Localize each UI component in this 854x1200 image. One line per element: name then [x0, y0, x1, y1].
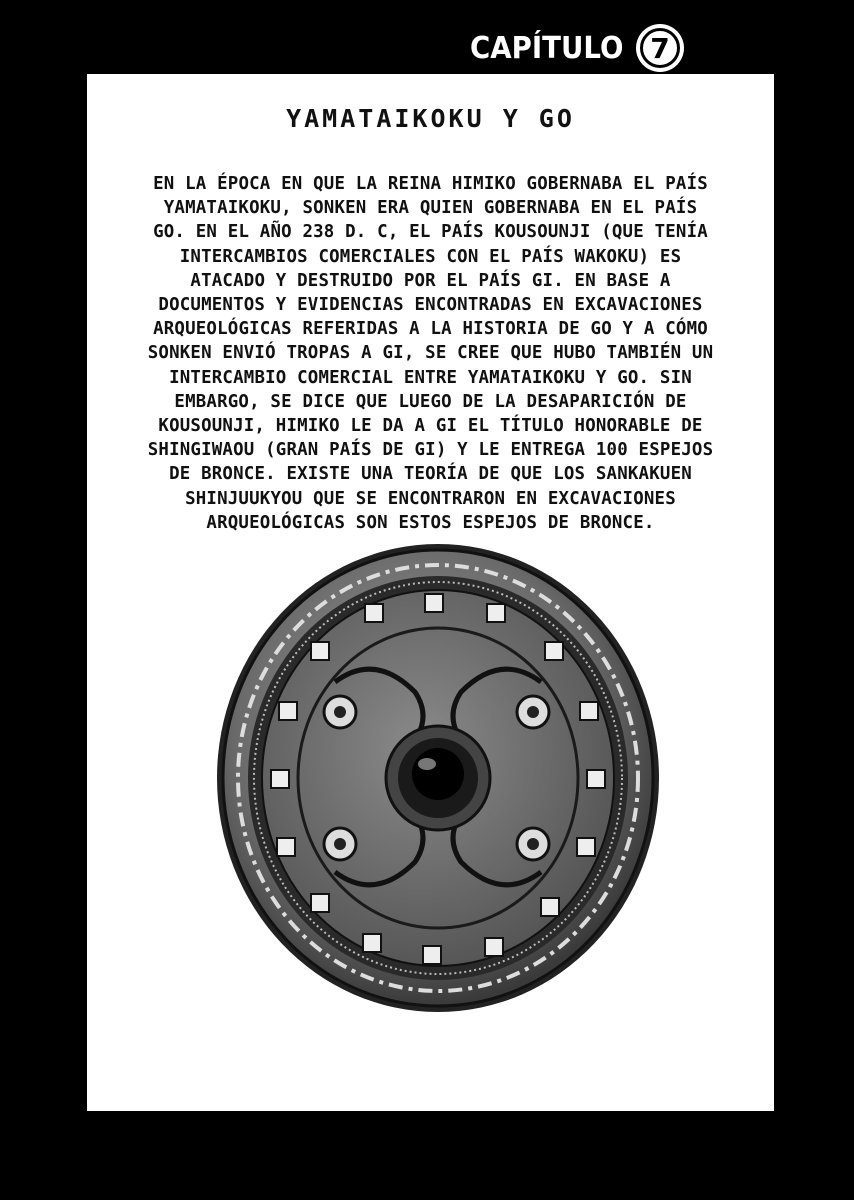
- body-line: ATACADO Y DESTRUIDO POR EL PAÍS GI. EN BASE A: [190, 270, 671, 291]
- body-line: ARQUEOLÓGICAS SON ESTOS ESPEJOS DE BRONCE.: [206, 512, 655, 533]
- body-line: DE BRONCE. EXISTE UNA TEORÍA DE QUE LOS SANKAKUEN: [169, 464, 692, 485]
- bronze-mirror-icon: [215, 542, 661, 1014]
- body-line: ARQUEOLÓGICAS REFERIDAS A LA HISTORIA DE GO Y A CÓMO: [153, 319, 708, 340]
- body-line: KOUSOUNJI, HIMIKO LE DA A GI EL TÍTULO HONORABLE DE: [158, 416, 703, 437]
- body-line: SONKEN ENVIÓ TROPAS A GI, SE CREE QUE HUBO TAMBIÉN UN: [147, 343, 714, 364]
- chapter-number-badge: [636, 24, 684, 72]
- body-line: EMBARGO, SE DICE QUE LUEGO DE LA DESAPARICIÓN DE: [174, 391, 687, 412]
- chapter-number: 7: [650, 31, 670, 65]
- article-title: YAMATAIKOKU Y GO: [286, 104, 575, 133]
- text-panel: [87, 74, 774, 1111]
- body-line: GO. EN EL AÑO 238 D. C, EL PAÍS KOUSOUNJI (QUE TENÍA: [153, 222, 708, 243]
- body-line: INTERCAMBIOS COMERCIALES CON EL PAÍS WAKOKU) ES: [179, 246, 682, 267]
- chapter-header: [470, 24, 710, 72]
- body-line: SHINGIWAOU (GRAN PAÍS DE GI) Y LE ENTREGA 100 ESPEJOS: [147, 440, 714, 461]
- body-line: INTERCAMBIO COMERCIAL ENTRE YAMATAIKOKU Y GO. SIN: [169, 367, 692, 388]
- body-line: SHINJUUKYOU QUE SE ENCONTRARON EN EXCAVACIONES: [185, 488, 676, 509]
- body-line: DOCUMENTOS Y EVIDENCIAS ENCONTRADAS EN EXCAVACIONES: [158, 295, 703, 316]
- body-line: YAMATAIKOKU, SONKEN ERA QUIEN GOBERNABA EN EL PAÍS: [163, 198, 698, 219]
- body-line: EN LA ÉPOCA EN QUE LA REINA HIMIKO GOBERNABA EL PAÍS: [153, 174, 708, 194]
- bronze-mirror-illustration: [215, 542, 661, 1014]
- chapter-label: CAPÍTULO: [470, 30, 624, 66]
- article-body: [109, 172, 752, 535]
